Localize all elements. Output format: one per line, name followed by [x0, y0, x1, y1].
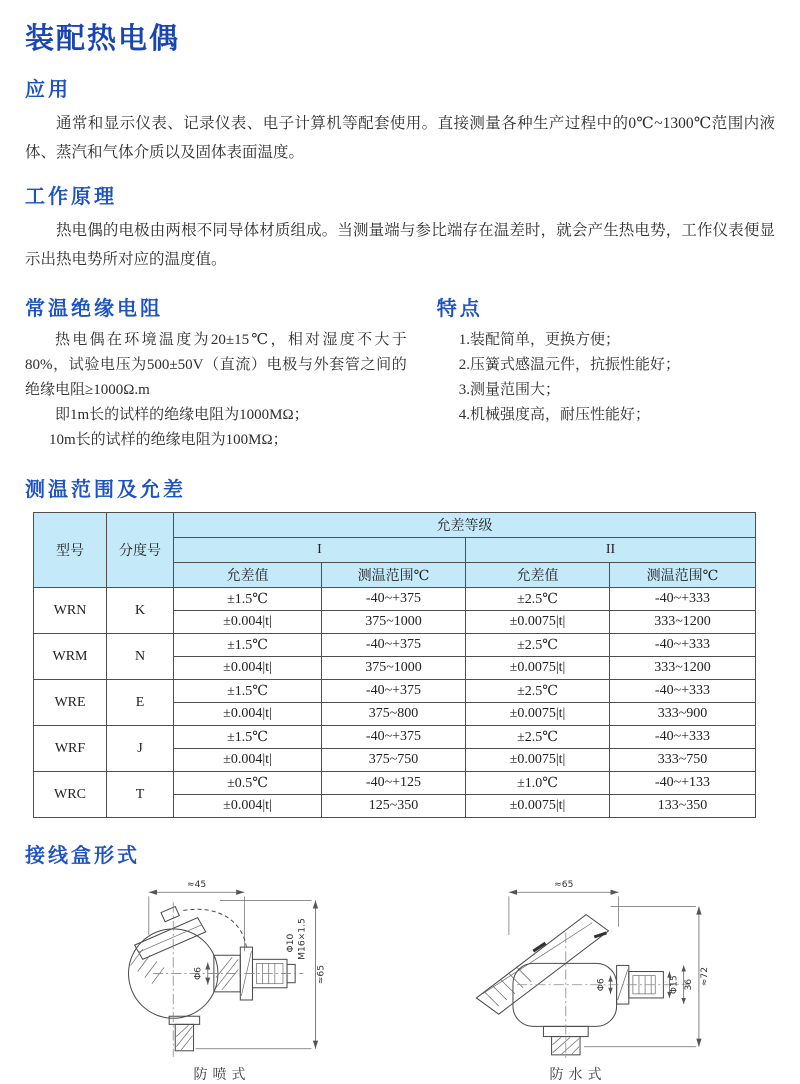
feature-list: [437, 328, 775, 428]
insulation-note-2: 10m长的试样的绝缘电阻为100MΩ；: [49, 432, 288, 448]
application-text: 通常和显示仪表、记录仪表、电子计算机等配套使用。直接测量各种生产过程中的0℃~1300℃范围内液体、蒸汽和气体介质以及固体表面温度。: [25, 115, 775, 161]
section-heading-junction: 接线盒形式: [25, 845, 140, 867]
value-cell: ±1.5℃: [174, 588, 322, 611]
section-heading-insulation: 常温绝缘电阻: [25, 298, 163, 320]
junction-section: [25, 839, 775, 1084]
dim-height-label: ≈72: [700, 966, 711, 987]
value-cell: ±2.5℃: [466, 634, 610, 657]
value-cell: ±0.5℃: [174, 772, 322, 795]
value-cell: -40~+133: [610, 772, 756, 795]
table-header: [34, 513, 756, 588]
model-cell: WRN: [34, 588, 107, 634]
value-cell: 333~1200: [610, 611, 756, 634]
section-heading-application: 应用: [25, 79, 71, 101]
value-cell: ±0.004|t|: [174, 657, 322, 680]
value-cell: ±0.004|t|: [174, 749, 322, 772]
index-cell: E: [107, 680, 174, 726]
value-cell: -40~+333: [610, 634, 756, 657]
waterproof-drawing: [432, 876, 724, 1064]
value-cell: 375~1000: [322, 611, 466, 634]
value-cell: -40~+375: [322, 634, 466, 657]
range-section: [25, 473, 775, 818]
value-cell: ±0.004|t|: [174, 795, 322, 818]
value-cell: ±0.0075|t|: [466, 657, 610, 680]
value-cell: ±0.004|t|: [174, 703, 322, 726]
table-row: [34, 726, 756, 749]
value-cell: ±1.5℃: [174, 634, 322, 657]
table-row: [34, 634, 756, 657]
dia-mid-label: Φ15: [669, 975, 680, 995]
model-cell: WRC: [34, 772, 107, 818]
insulation-paragraph: 热电偶在环境温度为20±15℃，相对湿度不大于80%，试验电压为500±50V（直流）电极与外套管之间的绝缘电阻≥1000Ω.m: [25, 332, 407, 398]
table-row: [34, 588, 756, 611]
dim-width-label: ≈45: [186, 880, 207, 891]
dim-height-label: ≈65: [316, 964, 327, 985]
value-cell: 375~750: [322, 749, 466, 772]
model-cell: WRE: [34, 680, 107, 726]
header-temp-range: 测温范围℃: [322, 563, 466, 588]
value-cell: 333~900: [610, 703, 756, 726]
value-cell: -40~+333: [610, 588, 756, 611]
index-cell: T: [107, 772, 174, 818]
dia-small-label: Φ6: [193, 967, 204, 981]
section-heading-features: 特点: [436, 298, 483, 320]
feature-item: 1.装配简单，更换方便；: [458, 332, 621, 348]
index-cell: N: [107, 634, 174, 680]
value-cell: ±0.0075|t|: [466, 795, 610, 818]
splash-proof-caption: 防喷式: [193, 1068, 251, 1083]
header-temp-range: 测温范围℃: [610, 563, 756, 588]
value-cell: ±0.0075|t|: [466, 749, 610, 772]
value-cell: -40~+125: [322, 772, 466, 795]
dia-small-label: Φ6: [596, 978, 607, 992]
value-cell: -40~+333: [610, 726, 756, 749]
hex-size-label: 36: [683, 978, 694, 991]
feature-item: 4.机械强度高，耐压性能好；: [458, 407, 651, 423]
value-cell: ±0.0075|t|: [466, 611, 610, 634]
value-cell: ±2.5℃: [466, 726, 610, 749]
value-cell: -40~+333: [610, 680, 756, 703]
header-model: 型号: [34, 513, 107, 588]
header-tol-value: 允差值: [466, 563, 610, 588]
table-body: [34, 588, 756, 818]
value-cell: ±1.5℃: [174, 726, 322, 749]
value-cell: ±0.004|t|: [174, 611, 322, 634]
two-column-section: [25, 292, 775, 453]
header-tol-value: 允差值: [174, 563, 322, 588]
header-index: 分度号: [107, 513, 174, 588]
value-cell: 133~350: [610, 795, 756, 818]
value-cell: ±1.0℃: [466, 772, 610, 795]
waterproof-caption: 防水式: [549, 1068, 607, 1083]
value-cell: ±2.5℃: [466, 588, 610, 611]
value-cell: 375~1000: [322, 657, 466, 680]
header-class-2: II: [466, 538, 756, 563]
feature-item: 3.测量范围大；: [458, 382, 561, 398]
value-cell: ±0.0075|t|: [466, 703, 610, 726]
index-cell: J: [107, 726, 174, 772]
value-cell: 333~750: [610, 749, 756, 772]
value-cell: ±2.5℃: [466, 680, 610, 703]
model-cell: WRM: [34, 634, 107, 680]
waterproof-figure: [432, 876, 724, 1084]
value-cell: -40~+375: [322, 726, 466, 749]
drawings-row: [25, 876, 775, 1084]
tolerance-table: [33, 512, 756, 818]
value-cell: ±1.5℃: [174, 680, 322, 703]
index-cell: K: [107, 588, 174, 634]
dia-mid-label: Φ10: [286, 933, 297, 953]
splash-proof-figure: [76, 876, 368, 1084]
splash-proof-drawing: [76, 876, 368, 1064]
header-tolerance-class: 允差等级: [174, 513, 756, 538]
thread-label: M16×1.5: [297, 918, 308, 960]
insulation-note-1: 即1m长的试样的绝缘电阻为1000MΩ；: [55, 407, 309, 423]
principle-text: 热电偶的电极由两根不同导体材质组成。当测量端与参比端存在温差时，就会产生热电势，工作仪表便显示出热电势所对应的温度值。: [25, 222, 775, 268]
table-row: [34, 772, 756, 795]
section-heading-range: 测温范围及允差: [25, 479, 186, 501]
value-cell: 375~800: [322, 703, 466, 726]
insulation-column: [25, 292, 407, 453]
header-class-1: I: [174, 538, 466, 563]
features-column: [437, 292, 775, 453]
section-heading-principle: 工作原理: [25, 186, 117, 208]
value-cell: 333~1200: [610, 657, 756, 680]
page-title: 装配热电偶: [25, 23, 181, 55]
model-cell: WRF: [34, 726, 107, 772]
value-cell: -40~+375: [322, 588, 466, 611]
table-row: [34, 680, 756, 703]
dim-width-label: ≈65: [554, 880, 574, 891]
value-cell: 125~350: [322, 795, 466, 818]
feature-item: 2.压簧式感温元件，抗振性能好；: [458, 357, 681, 373]
value-cell: -40~+375: [322, 680, 466, 703]
